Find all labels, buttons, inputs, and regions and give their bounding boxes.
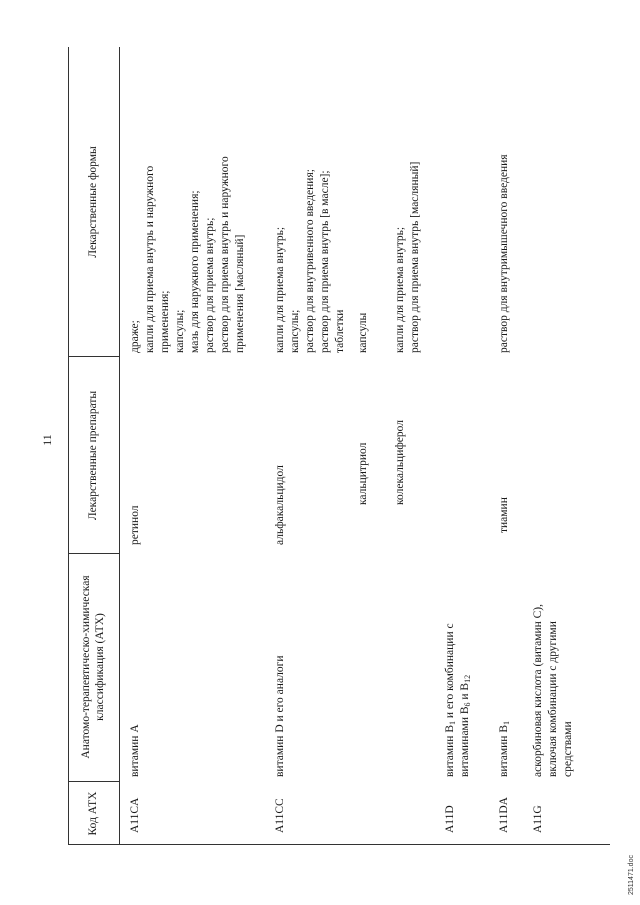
page-number: 11 [40,434,54,446]
row-a11da-atc: витамин $B_1$ [498,721,511,777]
header-bottom-border [119,47,120,845]
header-atc: Анатомо-терапевтическо-химическая классификация (АТХ) [80,575,106,759]
row-a11ca-drug: ретинол [129,505,141,545]
table-left-border [68,844,610,845]
row-a11cc-drug-2: кальцитриол [357,442,369,505]
row-a11g-code: A11G [532,805,544,833]
header-code: Код АТХ [87,791,99,836]
footer-doc-code: 2511471.doc [628,855,635,895]
row-a11cc-atc: витамин D и его аналоги [274,655,286,777]
row-a11d-code: A11D [444,805,456,833]
row-a11ca-atc: витамин A [129,724,141,777]
row-a11da-drug: тиамин [498,497,510,533]
row-a11g-atc: аскорбиновая кислота (витамин C), включая комбинации с другими средствами [532,603,574,777]
row-a11d-atc: витамин $B_1$ и его комбинации с витаминами $B_6$ и $B_{12}$ [444,623,472,777]
header-drugs: Лекарственные препараты [87,390,99,521]
row-a11cc-forms-3: капли для приема внутрь; раствор для приема внутрь [масляный] [394,161,421,353]
row-a11cc-drug-3: колекальциферол [394,420,406,505]
row-a11ca-code: A11CA [129,797,141,833]
row-a11ca-forms: драже; капли для приема внутрь и наружного применения; капсулы; мазь для наружного применения; раствор для приема внутрь; раствор для приема внутрь и наружного применения [масляный] [129,156,246,353]
row-a11cc-drug-1: альфакальцидол [274,465,286,545]
row-a11cc-forms-2: капсулы [357,312,369,353]
row-a11cc-forms-1: капли для приема внутрь; капсулы; раствор для внутривенного введения; раствор для приема внутрь [в масле]; таблетки [274,169,346,353]
row-a11da-forms: раствор для внутримышечного введения [498,154,510,353]
row-a11cc-code: A11CC [274,798,286,833]
header-forms: Лекарственные формы [87,146,99,258]
table-top-border [68,47,69,845]
row-a11da-code: A11DA [498,797,510,833]
